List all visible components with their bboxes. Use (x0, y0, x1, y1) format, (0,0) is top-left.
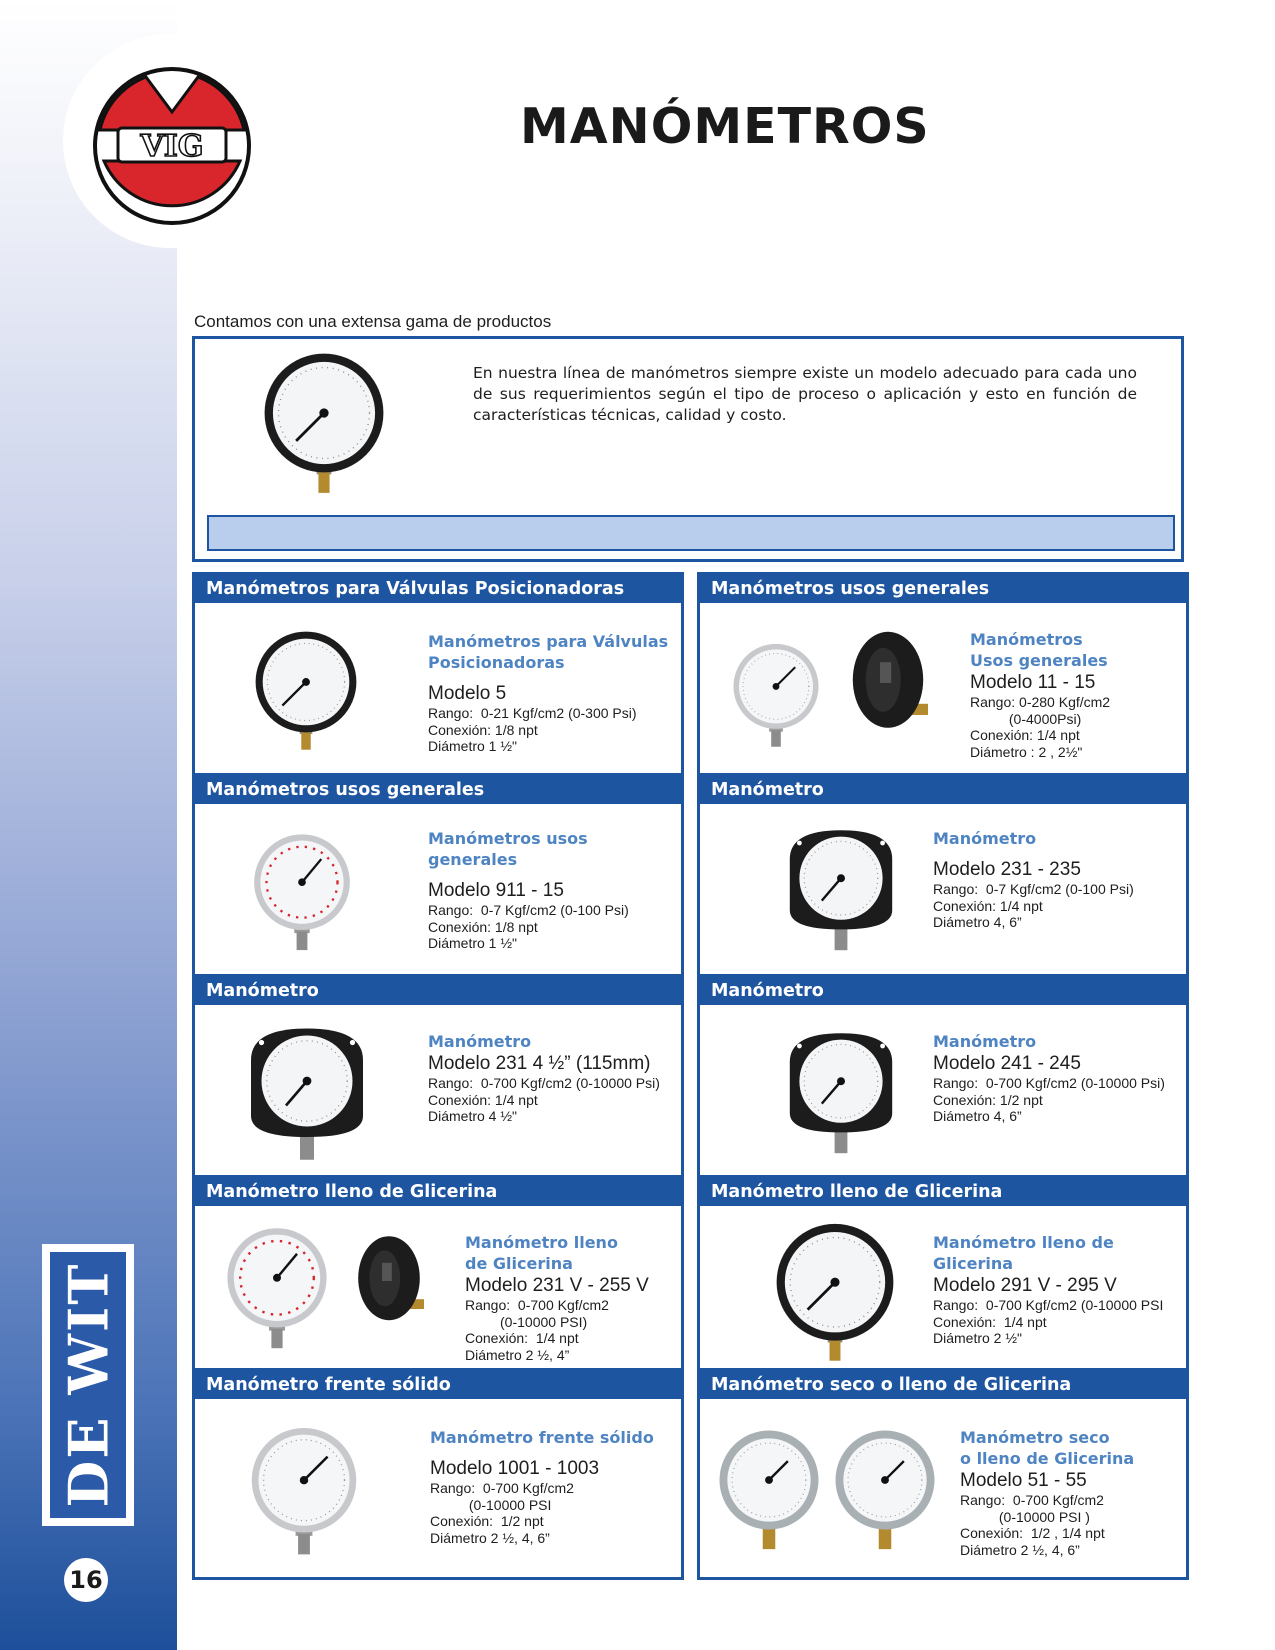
panel-header: Manómetro seco o lleno de Glicerina (700, 1371, 1186, 1399)
product-subtitle: Manómetro lleno de Glicerina (933, 1233, 1114, 1273)
gauge-image (221, 1222, 333, 1356)
panel-header: Manómetro lleno de Glicerina (700, 1178, 1186, 1206)
panel-header: Manómetros para Válvulas Posicionadoras (195, 575, 681, 603)
product-panel (697, 1368, 1189, 1580)
intro-box (192, 336, 1184, 562)
product-spec: Rango: 0-21 Kgf/cm2 (0-300 Psi) (428, 705, 637, 721)
gauge-image (785, 1029, 897, 1159)
gauge-image (259, 351, 389, 501)
gauge-image (243, 630, 369, 756)
gauge-image (243, 1025, 371, 1165)
product-panel (697, 572, 1189, 776)
product-spec: Conexión: 1/8 npt (428, 918, 538, 935)
gauge-image (248, 818, 356, 968)
product-subtitle: Manómetro frente sólido (430, 1428, 654, 1447)
product-subtitle: Manómetros Usos generales (970, 630, 1108, 670)
gauge-side-image (345, 1232, 433, 1344)
product-spec: Conexión: 1/4 npt (933, 1313, 1047, 1330)
product-model: Modelo 231 V - 255 V (465, 1275, 649, 1296)
brand-text: DE WIT (56, 1262, 120, 1508)
gauge-image (770, 1222, 900, 1368)
intro-bar (207, 515, 1175, 551)
product-spec: Conexión: 1/4 npt (428, 1091, 538, 1108)
product-spec: Diámetro 2 ½, 4, 6” (960, 1541, 1080, 1558)
product-spec: Rango: 0-7 Kgf/cm2 (0-100 Psi) (933, 881, 1134, 897)
product-subtitle: Manómetro (428, 1032, 532, 1051)
panel-header: Manómetros usos generales (700, 575, 1186, 603)
gauge-side-image (840, 627, 936, 755)
panel-header: Manómetro (700, 977, 1186, 1005)
product-model: Modelo 241 - 245 (933, 1053, 1081, 1074)
product-spec: Diámetro 1 ½" (428, 738, 518, 754)
product-panel (697, 1175, 1189, 1371)
product-spec: Diámetro 2 ½, 4” (465, 1346, 570, 1363)
panel-header: Manómetro lleno de Glicerina (195, 1178, 681, 1206)
product-model: Modelo 5 (428, 683, 507, 704)
product-model: Modelo 911 - 15 (428, 880, 564, 901)
gauge-image (714, 1421, 824, 1561)
product-model: Modelo 231 4 ½” (115mm) (428, 1053, 651, 1074)
panel-header: Manómetro (700, 776, 1186, 804)
product-spec: (0-4000Psi) (970, 710, 1082, 727)
dewit-logo (42, 1244, 134, 1526)
panel-header: Manómetros usos generales (195, 776, 681, 804)
panel-header: Manómetro frente sólido (195, 1371, 681, 1399)
product-spec: Diámetro : 2 , 2½" (970, 743, 1083, 760)
product-spec: Conexión: 1/4 npt (465, 1330, 579, 1346)
page-number: 16 (64, 1558, 108, 1602)
product-panel (192, 572, 684, 776)
gauge-image (245, 1417, 363, 1567)
product-spec: Rango: 0-700 Kgf/cm2 (0-10000 Psi) (933, 1075, 1165, 1091)
intro-label: Contamos con una extensa gama de productos (194, 312, 552, 331)
product-spec: Diámetro 2 ½, 4, 6” (430, 1529, 550, 1546)
product-panel (697, 773, 1189, 977)
panel-header: Manómetro (195, 977, 681, 1005)
gauge-image (830, 1421, 940, 1561)
gauge-image (785, 826, 897, 956)
product-spec: (0-10000 PSI (430, 1496, 552, 1513)
product-spec: Diámetro 1 ½" (428, 935, 518, 951)
product-spec: (0-10000 PSI ) (960, 1508, 1090, 1525)
product-model: Modelo 231 - 235 (933, 859, 1081, 880)
product-spec: Rango: 0-700 Kgf/cm2 (430, 1480, 574, 1496)
product-spec: Rango: 0-7 Kgf/cm2 (0-100 Psi) (428, 902, 629, 918)
product-spec: Diámetro 4, 6” (933, 914, 1022, 930)
product-model: Modelo 291 V - 295 V (933, 1275, 1117, 1296)
product-spec: Rango: 0-700 Kgf/cm2 (0-10000 Psi) (428, 1075, 660, 1091)
product-model: Modelo 11 - 15 (970, 672, 1096, 693)
product-subtitle: Manómetros usos generales (428, 829, 588, 869)
product-subtitle: Manómetro seco o lleno de Glicerina (960, 1428, 1135, 1468)
product-subtitle: Manómetros para Válvulas Posicionadoras (428, 632, 669, 672)
product-panel (192, 1175, 684, 1371)
logo-text: VIG (140, 129, 204, 164)
product-panel (697, 974, 1189, 1178)
product-spec: Diámetro 4 ½" (428, 1108, 518, 1124)
gauge-image (728, 627, 824, 765)
product-subtitle: Manómetro (933, 1032, 1037, 1051)
product-spec: Diámetro 2 ½" (933, 1330, 1023, 1346)
product-spec: Conexión: 1/2 npt (933, 1091, 1043, 1108)
vig-logo (92, 66, 252, 226)
product-spec: Conexión: 1/4 npt (933, 897, 1043, 914)
product-spec: Rango: 0-280 Kgf/cm2 (970, 694, 1111, 710)
product-spec: Conexión: 1/8 npt (428, 721, 538, 738)
product-subtitle: Manómetro (933, 829, 1037, 848)
product-subtitle: Manómetro lleno de Glicerina (465, 1233, 618, 1273)
product-spec: (0-10000 PSI) (465, 1313, 588, 1330)
product-spec: Rango: 0-700 Kgf/cm2 (465, 1297, 609, 1313)
product-spec: Conexión: 1/2 , 1/4 npt (960, 1525, 1105, 1541)
product-spec: Diámetro 4, 6” (933, 1108, 1022, 1124)
product-spec: Conexión: 1/4 npt (970, 727, 1080, 743)
product-spec: Rango: 0-700 Kgf/cm2 (960, 1492, 1104, 1508)
page-title: MANÓMETROS (520, 98, 930, 155)
product-panel (192, 773, 684, 977)
product-panel (192, 1368, 684, 1580)
product-panel (192, 974, 684, 1178)
product-model: Modelo 51 - 55 (960, 1470, 1087, 1491)
product-spec: Rango: 0-700 Kgf/cm2 (0-10000 PSI (933, 1297, 1164, 1313)
intro-text: En nuestra línea de manómetros siempre existe un modelo adecuado para cada uno de sus requerimientos según el tipo de proceso o aplicación y esto en función de características técnicas, calidad y costo. (473, 364, 1137, 424)
product-model: Modelo 1001 - 1003 (430, 1458, 600, 1479)
product-spec: Conexión: 1/2 npt (430, 1513, 544, 1529)
